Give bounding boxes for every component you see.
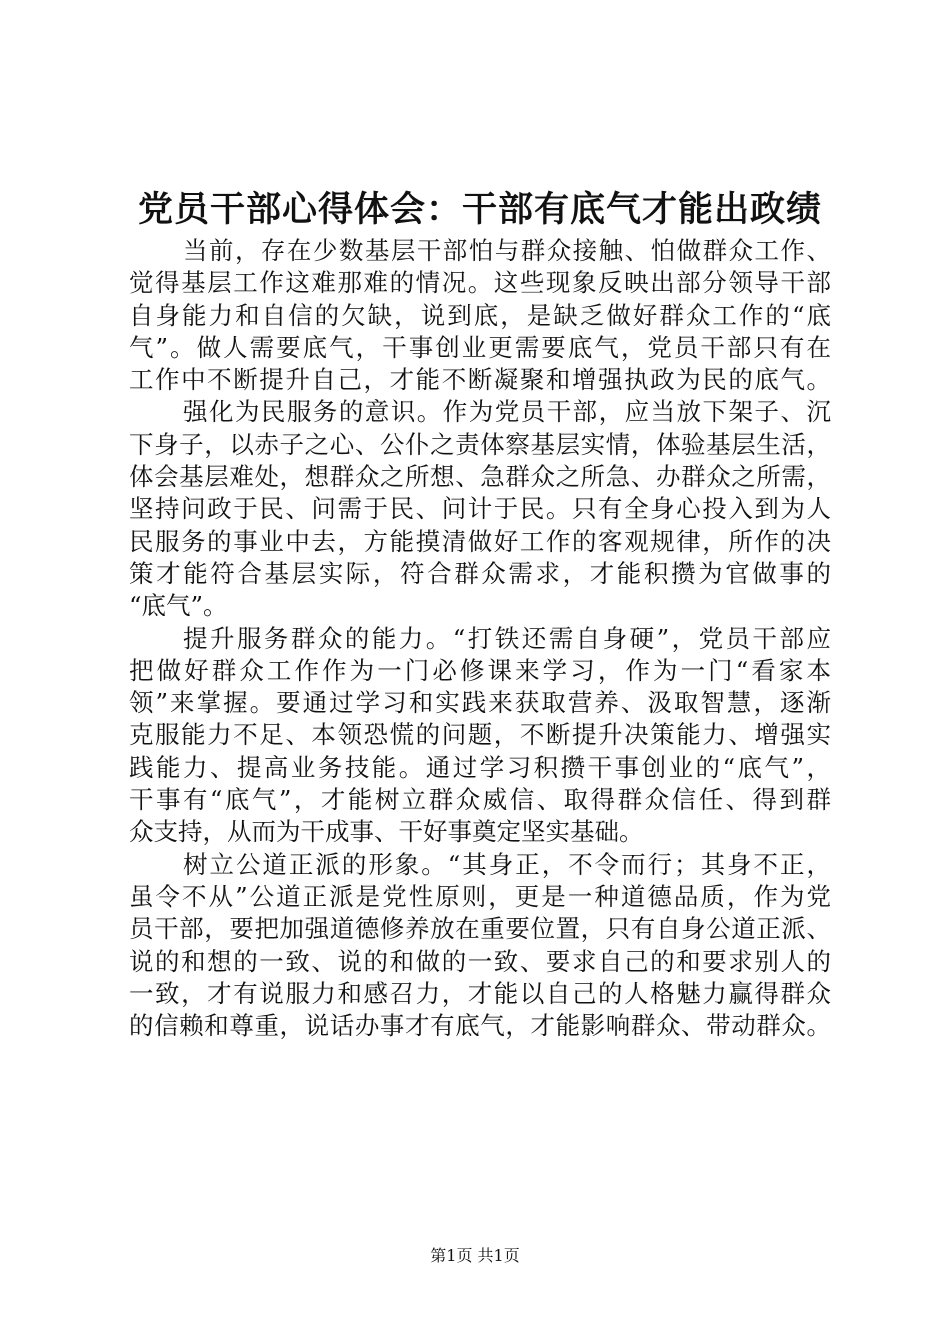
text-line: 把做好群众工作作为一门必修课来学习，作为一门“看家本 bbox=[129, 655, 831, 685]
text-line: 树立公道正派的形象。“其身正，不令而行；其身不正， bbox=[183, 849, 831, 879]
paragraph-4 bbox=[129, 849, 831, 1043]
paragraph-2 bbox=[129, 396, 831, 622]
text-line: 员干部，要把加强道德修养放在重要位置，只有自身公道正派、 bbox=[129, 914, 831, 944]
text-line: 克服能力不足、本领恐慌的问题，不断提升决策能力、增强实 bbox=[129, 720, 831, 750]
text-line: 说的和想的一致、说的和做的一致、要求自己的和要求别人的 bbox=[129, 946, 831, 976]
text-line: 强化为民服务的意识。作为党员干部，应当放下架子、沉 bbox=[183, 397, 831, 427]
page-footer: 第1页 共1页 bbox=[430, 1246, 520, 1265]
text-line: 体会基层难处，想群众之所想、急群众之所急、办群众之所需， bbox=[129, 462, 831, 492]
text-line: 坚持问政于民、问需于民、问计于民。只有全身心投入到为人 bbox=[129, 494, 831, 524]
text-line: 工作中不断提升自己，才能不断凝聚和增强执政为民的底气。 bbox=[129, 365, 831, 395]
text-line: 策才能符合基层实际，符合群众需求，才能积攒为官做事的 bbox=[129, 558, 831, 588]
text-line: 干事有“底气”，才能树立群众威信、取得群众信任、得到群 bbox=[129, 785, 831, 815]
paragraph-1 bbox=[129, 235, 831, 396]
text-line: 众支持，从而为干成事、干好事奠定坚实基础。 bbox=[129, 817, 644, 847]
text-line: “底气”。 bbox=[129, 591, 228, 621]
document-title: 党员干部心得体会：干部有底气才能出政绩 bbox=[137, 189, 822, 230]
text-line: 自身能力和自信的欠缺，说到底，是缺乏做好群众工作的“底 bbox=[129, 300, 831, 330]
text-line: 觉得基层工作这难那难的情况。这些现象反映出部分领导干部 bbox=[129, 268, 831, 298]
text-line: 提升服务群众的能力。“打铁还需自身硬”，党员干部应 bbox=[183, 623, 831, 653]
text-line: 民服务的事业中去，方能摸清做好工作的客观规律，所作的决 bbox=[129, 526, 831, 556]
text-line: 一致，才有说服力和感召力，才能以自己的人格魅力赢得群众 bbox=[129, 978, 831, 1008]
text-line: 下身子，以赤子之心、公仆之责体察基层实情，体验基层生活， bbox=[129, 429, 831, 459]
paragraph-3 bbox=[129, 623, 831, 849]
text-line: 的信赖和尊重，说话办事才有底气，才能影响群众、带动群众。 bbox=[129, 1011, 831, 1041]
text-line: 当前，存在少数基层干部怕与群众接触、怕做群众工作、 bbox=[183, 236, 831, 265]
text-line: 领”来掌握。要通过学习和实践来获取营养、汲取智慧，逐渐 bbox=[129, 688, 831, 718]
text-line: 气”。做人需要底气，干事创业更需要底气，党员干部只有在 bbox=[129, 332, 831, 362]
text-line: 践能力、提高业务技能。通过学习积攒干事创业的“底气”， bbox=[129, 752, 831, 782]
text-line: 虽令不从”公道正派是党性原则，更是一种道德品质，作为党 bbox=[129, 881, 831, 911]
document-body bbox=[129, 235, 831, 1042]
